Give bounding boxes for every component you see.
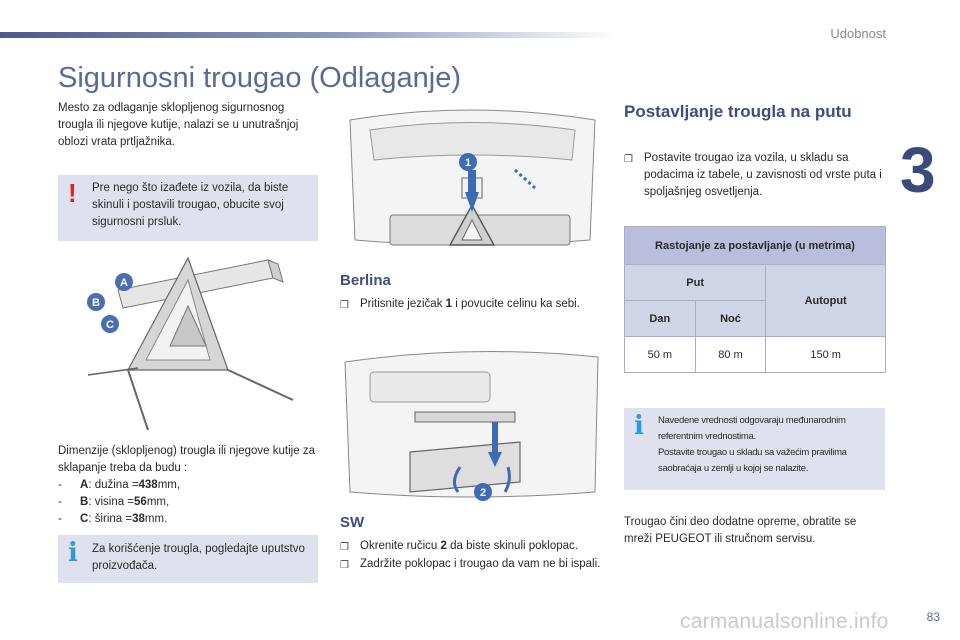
- sw-illustration: [340, 342, 602, 512]
- warning-text: Pre nego što izađete iz vozila, da biste skinuli i postavili trougao, obucite svoj sigurnosni prsluk.: [92, 182, 289, 228]
- col-autoput: Autoput: [766, 265, 886, 337]
- warning-box: [58, 175, 318, 241]
- info-icon: i: [634, 411, 644, 441]
- col-noc: Noć: [695, 301, 766, 337]
- bullet-icon: ❒: [624, 154, 633, 165]
- postavljanje-step: ❒ Postavite trougao iza vozila, u skladu sa podacima iz tabele, u zavisnosti od vrste puta i spoljašnjeg osvetljenja.: [624, 150, 886, 201]
- header-bar: [0, 32, 620, 38]
- heading-postavljanje: Postavljanje trougla na putu: [624, 102, 852, 121]
- info-icon: i: [68, 538, 78, 568]
- berlina-step: ❒ Pritisnite jezičak 1 i povucite celinu ka sebi.: [340, 296, 602, 314]
- heading-sw: SW: [340, 514, 365, 531]
- bullet-icon: ❒: [340, 542, 349, 553]
- value-dan: 50 m: [625, 337, 696, 373]
- distance-table: [624, 226, 886, 373]
- label-1: 1: [464, 157, 472, 169]
- sw-step-1: ❒ Okrenite ručicu 2 da biste skinuli poklopac.: [340, 538, 602, 556]
- watermark: carmanualsonline.info: [680, 610, 889, 633]
- triangle-illustration: [78, 250, 313, 435]
- warning-icon: !: [68, 178, 77, 208]
- dimension-row-a: - A : dužina = 438 mm,: [58, 479, 181, 491]
- dimension-row-c: - C : širina = 38 mm.: [58, 513, 168, 525]
- berlina-illustration: [340, 100, 602, 262]
- info-line-2: Postavite trougao u skladu sa važećim pravilima saobraćaja u zemlji u kojoj se nalazite.: [658, 447, 847, 474]
- info-box-regulations: [624, 408, 885, 490]
- col-put: Put: [625, 265, 766, 301]
- value-noc: 80 m: [695, 337, 766, 373]
- heading-berlina: Berlina: [340, 272, 391, 289]
- info-box-manufacturer: [58, 535, 318, 583]
- page-number: 83: [926, 610, 940, 624]
- page-title: Sigurnosni trougao (Odlaganje): [58, 62, 462, 94]
- section-name: Udobnost: [830, 26, 886, 41]
- info-line-1: Navedene vrednosti odgovaraju međunarodnim referentnim vrednostima.: [658, 415, 846, 442]
- chapter-number: 3: [900, 134, 936, 206]
- intro-text: Mesto za odlaganje sklopljenog sigurnosnog trougla ili njegove kutije, nalazi se u unutrašnjoj oblozi vrata prtljažnika.: [58, 102, 299, 148]
- value-autoput: 150 m: [766, 337, 886, 373]
- label-c: C: [106, 319, 114, 331]
- dimension-row-b: - B : visina = 56 mm,: [58, 496, 170, 508]
- sw-steps: [340, 538, 602, 574]
- bullet-icon: ❒: [340, 560, 349, 571]
- sw-step-2: ❒ Zadržite poklopac i trougao da vam ne bi ispali.: [340, 556, 602, 574]
- dimensions-block: [58, 443, 320, 528]
- label-b: B: [92, 297, 100, 309]
- dimensions-intro: Dimenzije (sklopljenog) trougla ili njegove kutije za sklapanje treba da budu :: [58, 445, 315, 474]
- label-a: A: [120, 277, 128, 289]
- info-text: Za korišćenje trougla, pogledajte uputstvo proizvođača.: [92, 543, 305, 572]
- label-2: 2: [479, 487, 487, 499]
- bullet-icon: ❒: [340, 300, 349, 311]
- outro-text: Trougao čini deo dodatne opreme, obratite se mreži PEUGEOT ili stručnom servisu.: [624, 516, 857, 545]
- col-dan: Dan: [625, 301, 696, 337]
- table-title: Rastojanje za postavljanje (u metrima): [625, 227, 886, 265]
